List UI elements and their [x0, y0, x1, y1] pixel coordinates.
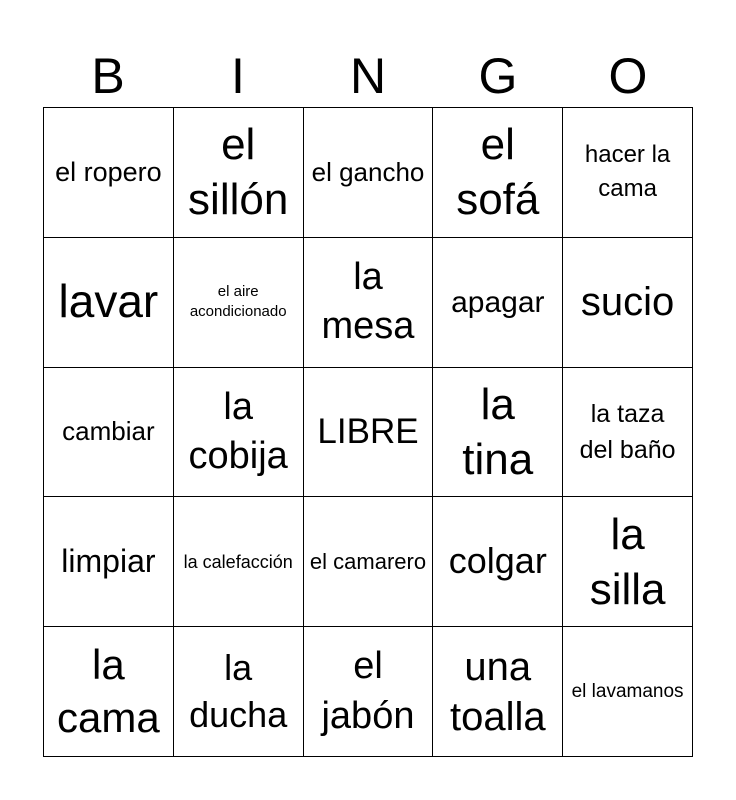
- free-space: LIBRE: [317, 412, 419, 452]
- cell-text: una toalla: [449, 644, 546, 739]
- bingo-cell[interactable]: [563, 238, 693, 368]
- bingo-cell[interactable]: [433, 238, 563, 368]
- bingo-cell[interactable]: [433, 497, 563, 627]
- bingo-cell[interactable]: [174, 497, 304, 627]
- cell-text: la taza del baño: [579, 399, 676, 464]
- cell-text: cambiar: [62, 416, 155, 447]
- bingo-cell[interactable]: [44, 497, 174, 627]
- cell-text: la mesa: [321, 255, 415, 348]
- bingo-cell[interactable]: [433, 368, 563, 498]
- bingo-cell[interactable]: [304, 497, 434, 627]
- cell-text: la cama: [57, 641, 160, 741]
- bingo-cell[interactable]: [44, 368, 174, 498]
- bingo-cell[interactable]: [44, 627, 174, 757]
- cell-text: el sillón: [188, 120, 289, 225]
- bingo-cell[interactable]: [563, 627, 693, 757]
- cell-text: limpiar: [61, 543, 156, 580]
- bingo-cell[interactable]: [174, 238, 304, 368]
- bingo-cell[interactable]: [304, 368, 434, 498]
- cell-text: el lavamanos: [571, 680, 684, 702]
- cell-text: el gancho: [311, 156, 425, 187]
- bingo-cell[interactable]: [174, 627, 304, 757]
- bingo-cell[interactable]: [433, 108, 563, 238]
- cell-text: colgar: [448, 540, 547, 582]
- cell-text: el sofá: [456, 120, 540, 225]
- header-letter-i: I: [231, 48, 245, 104]
- cell-text: hacer la cama: [584, 140, 671, 203]
- cell-text: el jabón: [321, 645, 415, 737]
- cell-text: el aire acondicionado: [189, 282, 287, 321]
- cell-text: el ropero: [55, 156, 162, 187]
- bingo-cell[interactable]: [304, 238, 434, 368]
- cell-text: la silla: [589, 509, 666, 614]
- cell-text: la cobija: [188, 385, 288, 477]
- cell-text: lavar: [58, 275, 159, 328]
- header-letter-g: G: [478, 48, 518, 104]
- bingo-cell[interactable]: [44, 108, 174, 238]
- cell-text: la calefacción: [183, 551, 293, 572]
- bingo-cell[interactable]: [563, 497, 693, 627]
- header-letter-n: N: [349, 48, 387, 104]
- bingo-cell[interactable]: [174, 368, 304, 498]
- header-letter-o: O: [608, 48, 648, 104]
- bingo-cell[interactable]: [304, 627, 434, 757]
- bingo-cell[interactable]: [174, 108, 304, 238]
- cell-text: la ducha: [189, 646, 288, 735]
- bingo-cell[interactable]: [433, 627, 563, 757]
- cell-text: la tina: [462, 379, 534, 484]
- bingo-cell[interactable]: [563, 368, 693, 498]
- bingo-cell[interactable]: [44, 238, 174, 368]
- header-letter-b: B: [91, 48, 125, 104]
- cell-text: el camarero: [309, 548, 427, 574]
- bingo-cell[interactable]: [304, 108, 434, 238]
- cell-text: apagar: [451, 285, 545, 319]
- cell-text: sucio: [580, 280, 675, 325]
- bingo-board: [43, 107, 693, 757]
- bingo-header: [43, 46, 693, 106]
- bingo-cell[interactable]: [563, 108, 693, 238]
